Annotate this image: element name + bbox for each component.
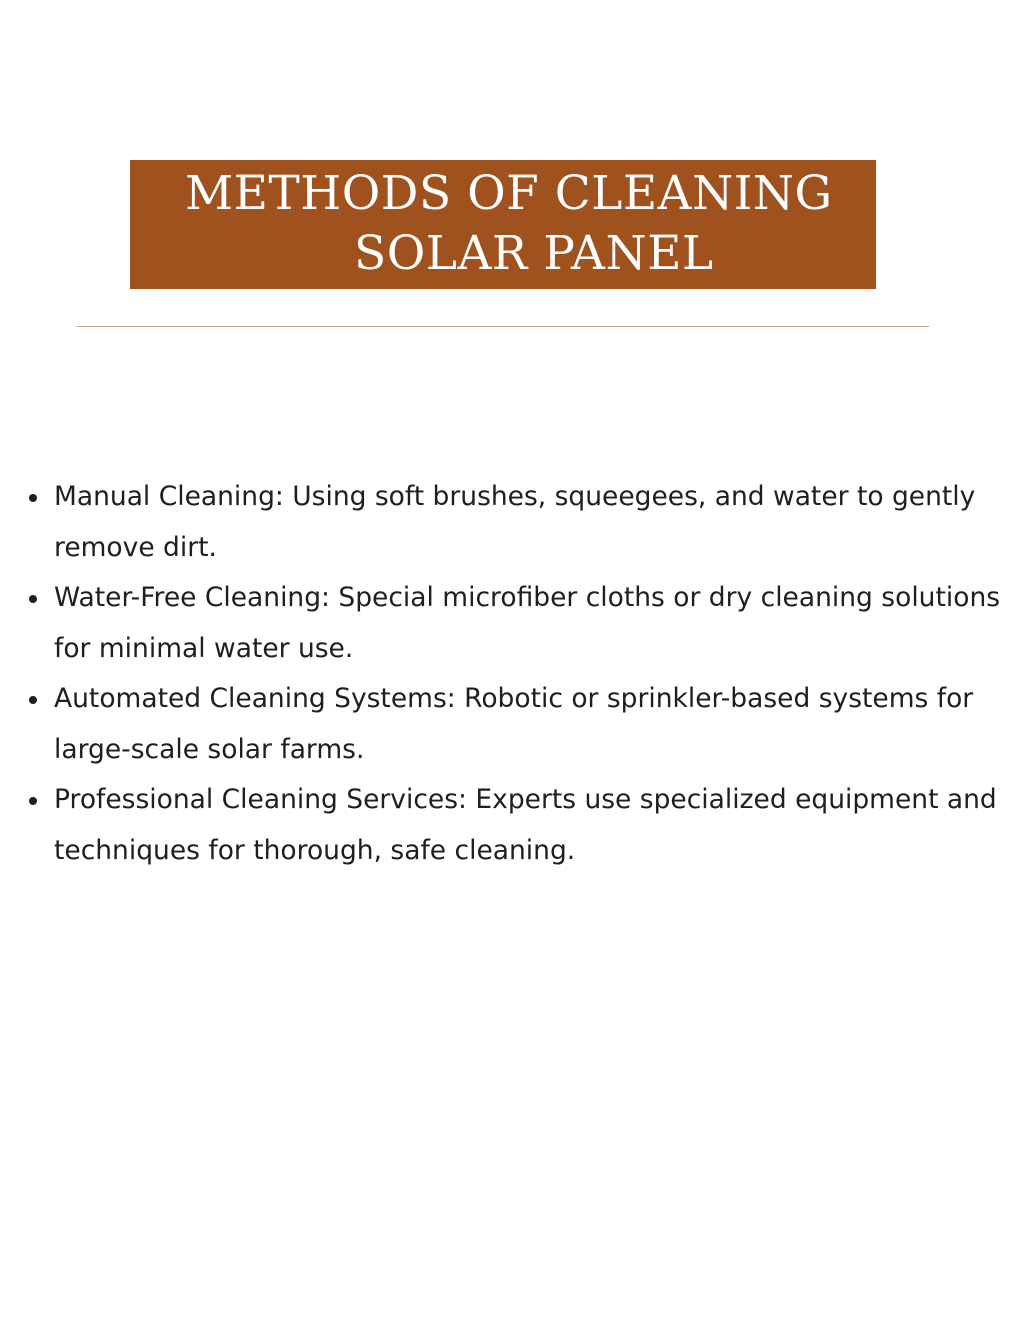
title-line-2: SOLAR PANEL (354, 226, 714, 281)
bullet-icon (29, 797, 37, 805)
methods-list (26, 472, 1011, 876)
method-text: Automated Cleaning Systems: Robotic or sprinkler-based systems for large-scale solar farms. (54, 683, 974, 765)
title-line-1: METHODS OF CLEANING (185, 166, 833, 221)
title-banner (130, 160, 876, 289)
list-item (26, 674, 1011, 775)
list-item (26, 573, 1011, 674)
method-text: Professional Cleaning Services: Experts use specialized equipment and techniques for thorough, safe cleaning. (54, 784, 997, 866)
bullet-icon (29, 494, 37, 502)
list-item (26, 775, 1011, 876)
method-text: Water-Free Cleaning: Special microfiber cloths or dry cleaning solutions for minimal water use. (54, 582, 1001, 664)
method-text: Manual Cleaning: Using soft brushes, squeegees, and water to gently remove dirt. (54, 481, 976, 563)
list-item (26, 472, 1011, 573)
divider (77, 326, 929, 327)
bullet-icon (29, 696, 37, 704)
bullet-icon (29, 595, 37, 603)
